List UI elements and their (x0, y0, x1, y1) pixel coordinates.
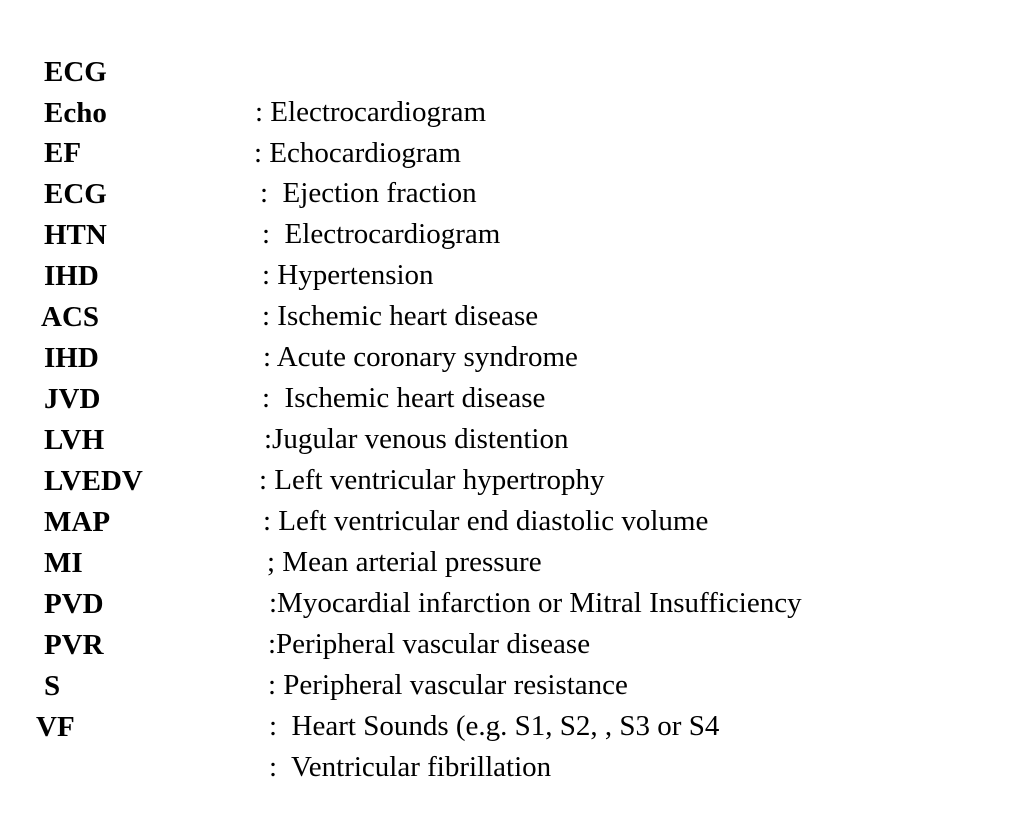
definition: ; Mean arterial pressure (267, 546, 542, 578)
abbreviation: LVEDV (44, 465, 143, 497)
definition: : Left ventricular end diastolic volume (263, 505, 709, 537)
definition: : Hypertension (262, 259, 434, 291)
abbreviation: EF (44, 137, 82, 169)
definition: : Acute coronary syndrome (263, 341, 578, 373)
definition: :Jugular venous distention (264, 423, 569, 455)
abbreviation: ACS (41, 301, 100, 333)
definition: :Peripheral vascular disease (268, 628, 591, 660)
definition: :Myocardial infarction or Mitral Insufficiency (269, 587, 802, 619)
abbreviation: MAP (44, 506, 111, 538)
definition: : Electrocardiogram (262, 218, 501, 250)
definition: : Heart Sounds (e.g. S1, S2, , S3 or S4 (269, 710, 720, 742)
abbreviation: MI (44, 547, 83, 579)
definition: : Electrocardiogram (255, 96, 487, 128)
abbreviation: JVD (44, 383, 101, 415)
abbreviation: PVR (44, 629, 104, 661)
definition: : Peripheral vascular resistance (268, 669, 628, 701)
abbreviation: ECG (44, 56, 107, 88)
abbreviation: ECG (44, 178, 107, 210)
definition: : Ventricular fibrillation (269, 751, 552, 783)
abbreviation: S (44, 670, 61, 702)
definition: : Ischemic heart disease (262, 382, 546, 414)
definition: : Ejection fraction (260, 177, 477, 209)
definition: : Echocardiogram (254, 137, 461, 169)
abbreviation: IHD (44, 260, 99, 292)
abbreviation: Echo (44, 97, 107, 129)
definition: : Left ventricular hypertrophy (259, 464, 605, 496)
abbreviation: PVD (44, 588, 104, 620)
abbreviation: HTN (44, 219, 107, 251)
abbreviation: IHD (44, 342, 99, 374)
definition: : Ischemic heart disease (262, 300, 539, 332)
abbreviation: LVH (44, 424, 105, 456)
abbreviation: VF (36, 711, 75, 743)
